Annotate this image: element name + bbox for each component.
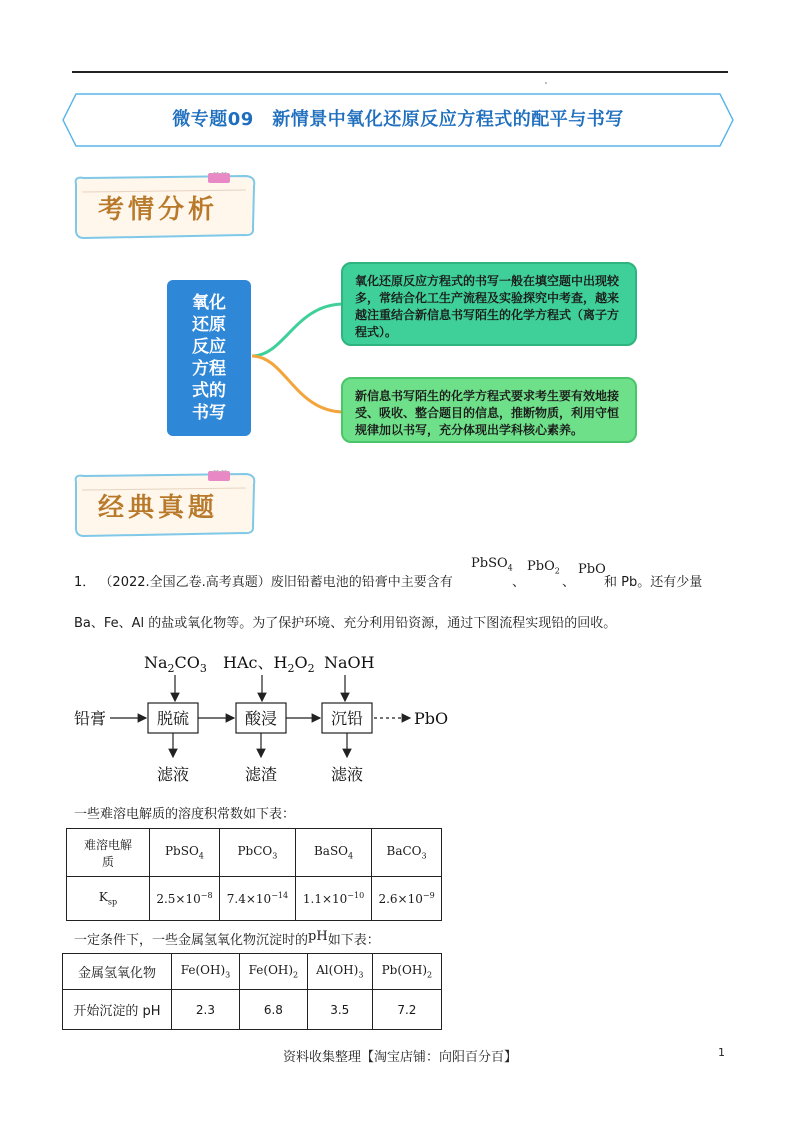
mindmap-connectors	[240, 280, 350, 430]
mindmap-center-line: 式的	[192, 381, 226, 401]
header-dot	[545, 82, 547, 84]
table-row	[67, 829, 442, 877]
process-flow-diagram	[70, 645, 470, 790]
table2-intro: 一定条件下，一些金属氢氧化物沉淀时的pH如下表：	[74, 929, 380, 948]
mindmap-center-line: 方程	[192, 359, 226, 379]
table-cell-compound: PbCO$_3$	[219, 829, 295, 877]
table-cell-row-label: $K_{sp}$	[67, 877, 150, 921]
ph-table	[62, 953, 442, 1030]
mindmap-center	[167, 280, 251, 436]
table-cell-value: 3.5	[307, 990, 372, 1030]
table-cell-header-label: 难溶电解 质	[67, 829, 150, 877]
table-cell-row-label: 开始沉淀的 pH	[63, 990, 172, 1030]
reagent-separator: 、	[257, 653, 274, 672]
question-text: 废旧铅蓄电池的铅膏中主要含有	[270, 575, 453, 590]
formula-pbo2: PbO$_2$	[527, 559, 560, 576]
table-cell-value: $1.1\times 10^{-10}$	[295, 877, 371, 921]
mindmap-center-line: 反应	[192, 337, 226, 357]
table1-intro: 一些难溶电解质的溶度积常数如下表：	[74, 807, 296, 822]
table-cell-compound: $Fe(OH)_2$	[239, 954, 307, 990]
question-line-2: Ba、Fe、Al 的盐或氧化物等。为了保护环境、充分利用铅资源，通过下图流程实现铅的回收。	[74, 616, 617, 631]
table-row	[63, 990, 442, 1030]
table-cell-value: $7.4\times 10^{-14}$	[219, 877, 295, 921]
formula-pbso4: PbSO$_4$	[471, 556, 513, 573]
flow-byproduct-2: 滤渣	[244, 765, 278, 784]
flow-byproduct-3: 滤液	[330, 765, 364, 784]
section-label-exam: 经典真题	[98, 493, 219, 523]
table-cell-compound: PbSO$_4$	[150, 829, 220, 877]
table-cell-value: 6.8	[239, 990, 307, 1030]
flow-step-1: 脱硫	[156, 709, 190, 728]
table-cell-compound: BaSO$_4$	[295, 829, 371, 877]
flow-input: 铅膏	[74, 709, 107, 728]
page-number: 1	[718, 1046, 725, 1059]
separator: 、	[562, 575, 576, 590]
reagent-hac-h2o2: HAc、$H_2O_2$	[223, 653, 315, 675]
mindmap-note-1: 氧化还原反应方程式的书写一般在填空题中出现较多，常结合化工生产流程及实验探究中考查，越来越注重结合新信息书写陌生的化学方程式（离子方程式）。	[341, 262, 637, 346]
table-cell-value: 2.3	[172, 990, 240, 1030]
table-row	[63, 954, 442, 990]
page-footer: 资料收集整理【淘宝店铺：向阳百分百】	[282, 1050, 517, 1065]
question-number: 1．	[74, 575, 96, 590]
header-rule	[72, 71, 728, 73]
table-cell-value: 7.2	[372, 990, 441, 1030]
mindmap-center-line: 还原	[192, 315, 226, 335]
table-cell-compound: $Al(OH)_3$	[307, 954, 372, 990]
table-row	[67, 877, 442, 921]
separator: 、	[512, 575, 526, 590]
table-cell-value: $2.6\times 10^{-9}$	[372, 877, 442, 921]
reagent-na2co3: $Na_2CO_3$	[144, 653, 207, 675]
flow-step-2: 酸浸	[244, 709, 278, 728]
reagent-naoh: NaOH	[324, 653, 375, 672]
table-cell-compound: BaCO$_3$	[372, 829, 442, 877]
table-cell-header-label: 金属氢氧化物	[63, 954, 172, 990]
question-source: （2022.全国乙卷.高考真题）	[99, 575, 271, 590]
ksp-table	[66, 828, 442, 921]
question-text-post: 和 Pb。还有少量	[604, 575, 703, 590]
table-cell-value: $2.5\times 10^{-8}$	[150, 877, 220, 921]
flow-output: PbO	[414, 709, 449, 728]
page-title: 微专题09 新情景中氧化还原反应方程式的配平与书写	[172, 109, 624, 130]
table-cell-compound: $Pb(OH)_2$	[372, 954, 441, 990]
mindmap-center-line: 氧化	[192, 293, 226, 313]
flow-step-3: 沉铅	[330, 709, 364, 728]
mindmap-center-line: 书写	[192, 403, 226, 423]
question-line-1	[74, 571, 453, 590]
flow-byproduct-1: 滤液	[156, 765, 190, 784]
formula-pbo: PbO	[578, 562, 606, 577]
mindmap-note-2: 新信息书写陌生的化学方程式要求考生要有效地接受、吸收、整合题目的信息，推断物质，利用守恒规律加以书写，充分体现出学科核心素养。	[341, 377, 637, 443]
table-cell-compound: $Fe(OH)_3$	[172, 954, 240, 990]
section-label-analysis: 考情分析	[98, 195, 219, 225]
